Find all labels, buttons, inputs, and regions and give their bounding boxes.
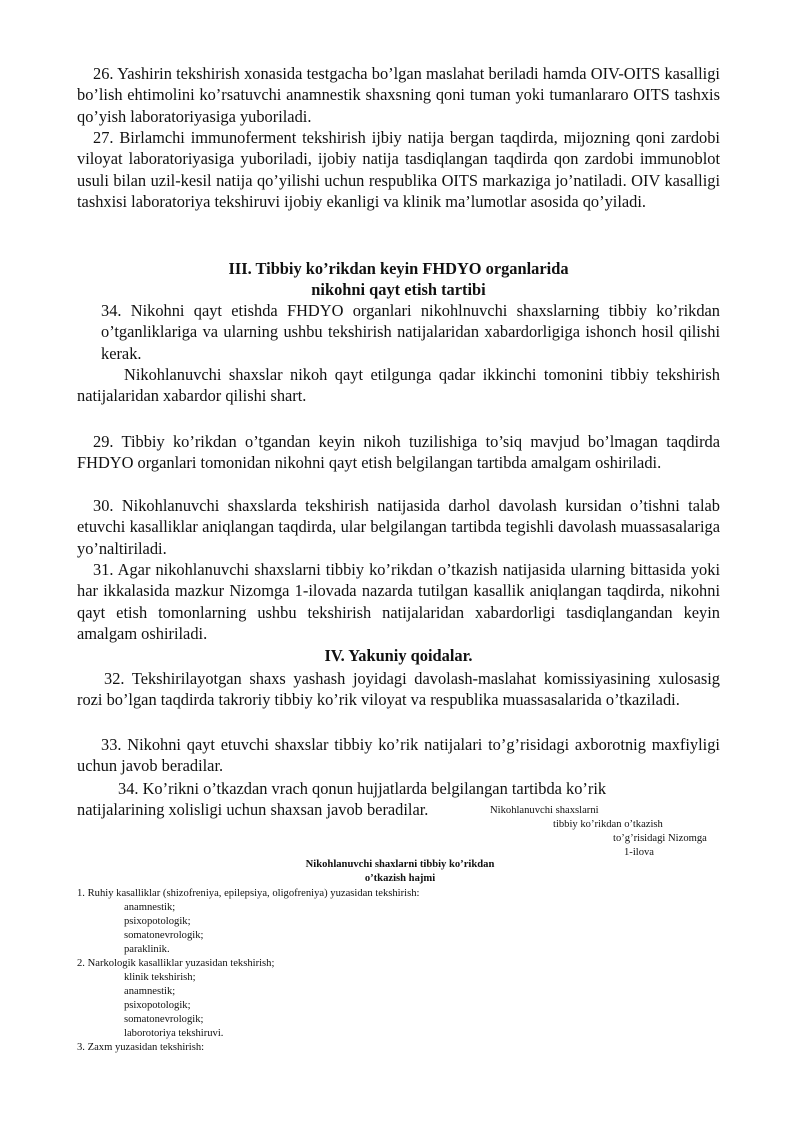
paragraph-26: 26. Yashirin tekshirish xonasida testgacha bo’lgan maslahat beriladi hamda OIV-OITS kasalligi bo’lish ehtimolini ko’rsatuvchi anamnestik shaxsning qoni tuman yoki tumanlararo OITS tashxis qo’yish laboratoriyasiga yuboriladi. (77, 64, 720, 126)
paragraph-34-final-line-2: natijalarining xolisligi uchun shaxsan javob beradilar. (77, 800, 429, 819)
annex-subitem: psixopotologik; (124, 916, 191, 927)
section-3-heading-line-1: III. Tibbiy ko’rikdan keyin FHDYO organlarida (228, 259, 569, 278)
paragraph-27: 27. Birlamchi immunoferment tekshirish ijbiy natija bergan taqdirda, mijozning qoni zardobi viloyat laboratoriyasiga yuboriladi, ijobiy natija tasdiqlangan taqdirda qon zardobi immunoblot usuli bilan uzil-kesil natija qo’yilishi uchun respublika OITS markaziga jo’natiladi. OIV kasalligi tashxisi laboratoriya tekshiruvi ijobiy ekanligi va klinik ma’lumotlar asosida qo’yiladi. (77, 128, 720, 211)
annex-note-line-3: to’g’risidagi Nizomga (613, 833, 707, 844)
annex-item-1-heading: 1. Ruhiy kasalliklar (shizofreniya, epilepsiya, oligofreniya) yuzasidan tekshirish: (77, 888, 420, 899)
paragraph-31: 31. Agar nikohlanuvchi shaxslarni tibbiy ko’rikdan o’tkazish natijasida ularning bittasida yoki har ikkalasida mazkur Nizomga 1-ilovada nazarda tutilgan kasallik aniqlangan taqdirda, nikohni qayt etish tomonlarning ushbu tekshirish natijalaridan xabardorligi tasdiqlangandan keyin amalgam oshiriladi. (77, 560, 720, 643)
annex-title-line-2: o’tkazish hajmi (364, 873, 436, 884)
paragraph-34-continued: Nikohlanuvchi shaxslar nikoh qayt etilgunga qadar ikkinchi tomonini tibbiy tekshirish natijalaridan xabardor qilishi shart. (77, 365, 720, 406)
annex-note-line-4: 1-ilova (624, 847, 655, 858)
paragraph-29: 29. Tibbiy ko’rikdan o’tgandan keyin nikoh tuzilishiga to’siq mavjud bo’lmagan taqdirda FHDYO organlari tomonidan nikohni qayt etish belgilangan tartibda amalgam oshiriladi. (77, 432, 720, 473)
annex-item-3-heading: 3. Zaxm yuzasidan tekshirish: (77, 1042, 205, 1053)
annex-subitem: anamnestik; (124, 902, 176, 913)
paragraph-30: 30. Nikohlanuvchi shaxslarda tekshirish natijasida darhol davolash kursidan o’tishni talab etuvchi kasalliklar aniqlangan taqdirda, ular belgilangan tartibda tegishli davolash muassasalariga yo’naltiriladi. (77, 496, 720, 558)
paragraph-33: 33. Nikohni qayt etuvchi shaxslar tibbiy ko’rik natijalari to’g’risidagi axborotnig maxfiyligi uchun javob beradilar. (77, 735, 720, 776)
annex-subitem: psixopotologik; (124, 1000, 191, 1011)
annex-subitem: paraklinik. (124, 944, 170, 955)
annex-item-2-heading: 2. Narkologik kasalliklar yuzasidan tekshirish; (77, 958, 275, 969)
annex-subitem: anamnestik; (124, 986, 176, 997)
paragraph-34-registration: 34. Nikohni qayt etishda FHDYO organlari nikohlnuvchi shaxslarning tibbiy ko’rikdan o’tganliklariga va ularning ushbu tekshirish natijalaridan xabardorligiga ishonch hosil qilishi kerak. (101, 301, 720, 363)
paragraph-32: 32. Tekshirilayotgan shaxs yashash joyidagi davolash-maslahat komissiyasining xulosasig rozi bo’lgan taqdirda takroriy tibbiy ko’rik viloyat va respublika muassasalarida o’tkaziladi. (77, 669, 720, 710)
annex-note-line-2: tibbiy ko’rikdan o’tkazish (553, 819, 663, 830)
annex-subitem: somatonevrologik; (124, 1014, 204, 1025)
annex-subitem: laborotoriya tekshiruvi. (124, 1028, 224, 1039)
annex-note-line-1: Nikohlanuvchi shaxslarni (490, 805, 599, 816)
section-3-heading-line-2: nikohni qayt etish tartibi (311, 280, 486, 299)
annex-subitem: somatonevrologik; (124, 930, 204, 941)
annex-title-line-1: Nikohlanuvchi shaxlarni tibbiy ko’rikdan (305, 859, 495, 870)
annex-subitem: klinik tekshirish; (124, 972, 196, 983)
paragraph-34-final-line-1: 34. Ko’rikni o’tkazdan vrach qonun hujjatlarda belgilangan tartibda ko’rik (118, 779, 607, 798)
section-4-heading: IV. Yakuniy qoidalar. (324, 646, 473, 665)
